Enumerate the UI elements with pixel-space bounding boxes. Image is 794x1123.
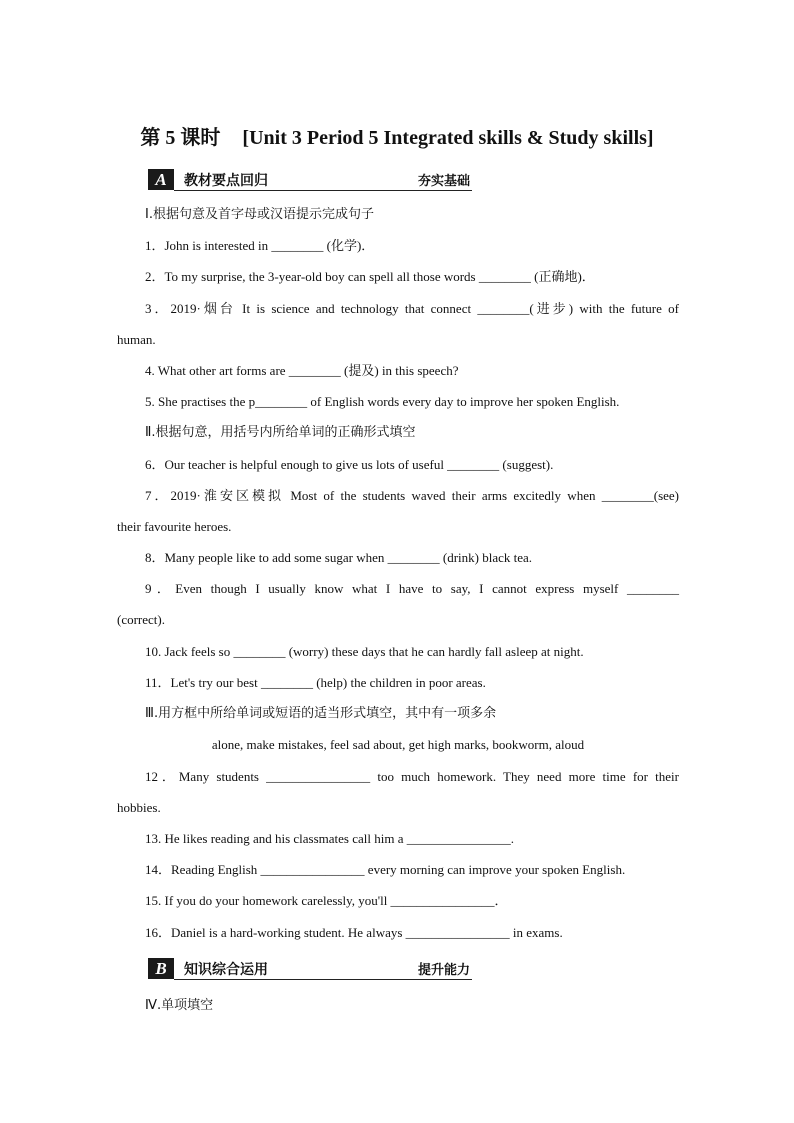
question-14: 14．Reading English ________________ every morning can improve your spoken English. bbox=[145, 862, 626, 877]
band-a-letter: A bbox=[148, 169, 174, 190]
band-a-rule bbox=[174, 190, 472, 191]
question-5: 5. She practises the p________ of English words every day to improve her spoken English. bbox=[145, 394, 620, 409]
section-band-a bbox=[148, 169, 472, 191]
section-heading-1: Ⅰ.根据句意及首字母或汉语提示完成句子 bbox=[145, 207, 374, 222]
question-9-cont: (correct). bbox=[117, 612, 165, 627]
question-15: 15. If you do your homework carelessly, you'll ________________． bbox=[145, 893, 508, 908]
band-a-name: 教材要点回归 bbox=[184, 173, 268, 189]
question-12: 12．Many students ________________ too much homework. They need more time for their bbox=[145, 769, 679, 784]
question-3-cont: human. bbox=[117, 332, 156, 347]
band-b-rule bbox=[174, 979, 472, 980]
question-9: 9．Even though I usually know what I have to say, I cannot express myself ________ bbox=[145, 581, 679, 596]
question-13: 13. He likes reading and his classmates call him a ________________. bbox=[145, 831, 514, 846]
unit-label: [Unit 3 Period 5 Integrated skills & Study skills] bbox=[242, 127, 654, 149]
band-b-right: 提升能力 bbox=[417, 963, 470, 978]
question-11: 11．Let's try our best ________ (help) the children in poor areas. bbox=[145, 675, 486, 690]
question-12-cont: hobbies. bbox=[117, 800, 161, 815]
lesson-label: 第 5 课时 bbox=[140, 127, 221, 149]
question-16: 16．Daniel is a hard-working student. He always ________________ in exams. bbox=[145, 925, 563, 940]
band-b-letter: B bbox=[148, 958, 174, 979]
section-heading-2: Ⅱ.根据句意，用括号内所给单词的正确形式填空 bbox=[145, 425, 416, 440]
word-box: alone, make mistakes, feel sad about, get high marks, bookworm, aloud bbox=[211, 737, 585, 752]
question-2: 2．To my surprise, the 3-year-old boy can spell all those words ________ (正确地)． bbox=[145, 269, 595, 284]
band-a-right: 夯实基础 bbox=[417, 174, 470, 189]
section-band-b bbox=[148, 958, 472, 980]
question-7-cont: their favourite heroes. bbox=[117, 519, 232, 534]
question-8: 8．Many people like to add some sugar when ________ (drink) black tea. bbox=[145, 550, 533, 565]
question-1: 1．John is interested in ________ (化学)． bbox=[145, 238, 375, 253]
band-b-name: 知识综合运用 bbox=[184, 962, 268, 978]
question-4: 4. What other art forms are ________ (提及) in this speech? bbox=[145, 363, 459, 378]
question-10: 10. Jack feels so ________ (worry) these days that he can hardly fall asleep at night. bbox=[145, 644, 584, 659]
page-title bbox=[0, 121, 794, 150]
question-6: 6．Our teacher is helpful enough to give us lots of useful ________ (suggest). bbox=[145, 457, 554, 472]
section-heading-4: Ⅳ.单项填空 bbox=[145, 998, 214, 1013]
question-3: 3．2019·烟台 It is science and technology that connect ________(进步) with the future of bbox=[145, 301, 679, 316]
question-7: 7．2019·淮安区模拟 Most of the students waved their arms excitedly when ________(see) bbox=[145, 488, 679, 503]
section-heading-3: Ⅲ.用方框中所给单词或短语的适当形式填空，其中有一项多余 bbox=[145, 706, 497, 721]
